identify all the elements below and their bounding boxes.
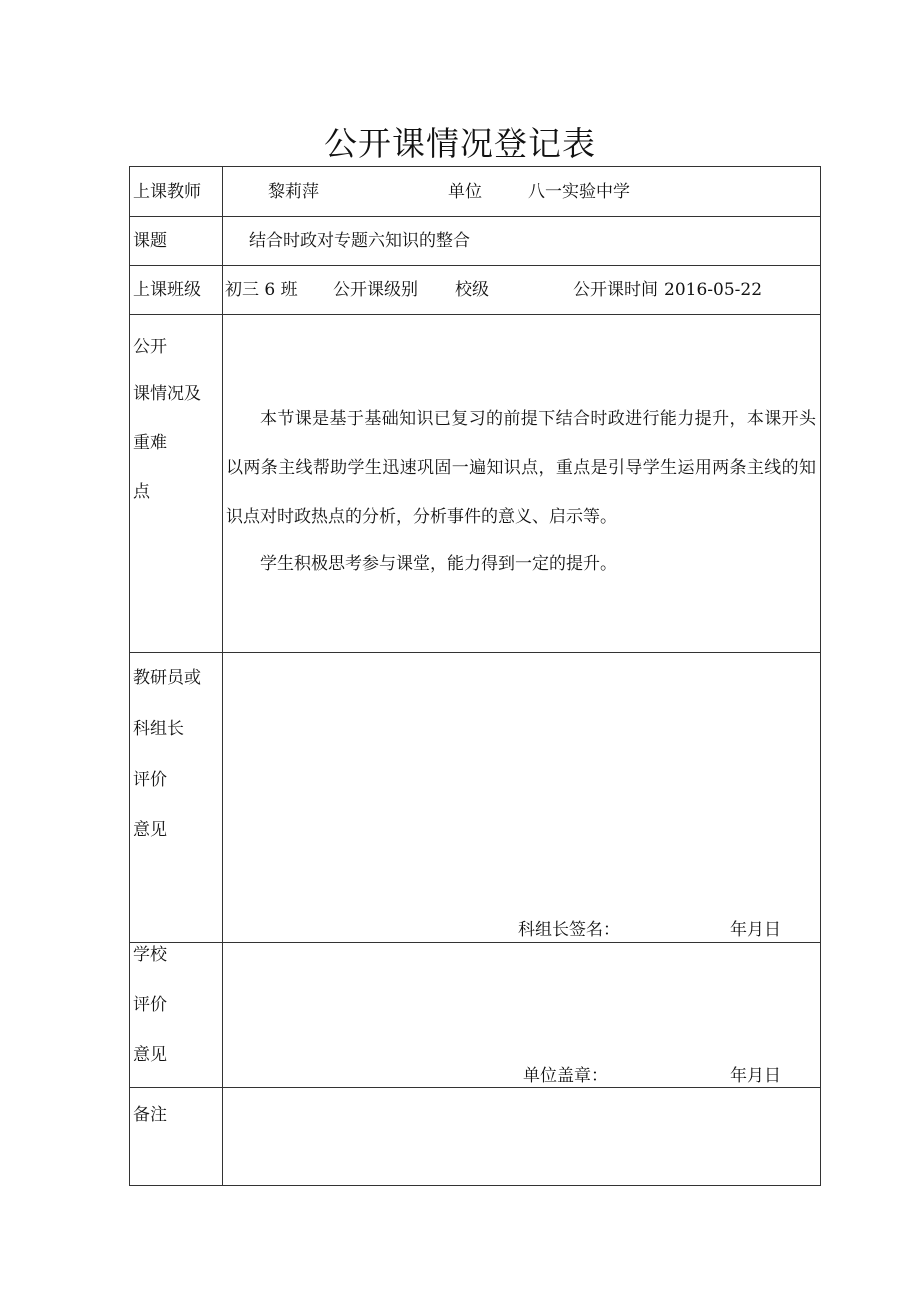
column-divider <box>222 167 223 1185</box>
situation-label-line: 点 <box>133 482 150 502</box>
level-label: 公开课级别 <box>333 280 418 300</box>
level-value: 校级 <box>455 280 489 300</box>
research-date-label: 年月日 <box>730 920 781 940</box>
situation-label-line: 重难 <box>133 433 167 453</box>
row-divider <box>130 942 820 943</box>
research-label-line: 科组长 <box>133 719 184 739</box>
unit-label: 单位 <box>448 182 482 202</box>
research-label-line: 评价 <box>133 770 167 790</box>
time-value: 2016-05-22 <box>664 280 763 300</box>
research-label-line: 意见 <box>133 820 167 840</box>
row-divider <box>130 216 820 217</box>
situation-label-line: 公开 <box>133 337 167 357</box>
situation-label-line: 课情况及 <box>133 384 201 404</box>
unit-seal-label: 单位盖章： <box>523 1066 608 1086</box>
leader-signature-label: 科组长签名： <box>518 920 620 940</box>
time-label: 公开课时间 <box>573 280 658 300</box>
situation-paragraph-1: 本节课是基于基础知识已复习的前提下结合时政进行能力提升，本课开头以两条主线帮助学生迅速巩固一遍知识点，重点是引导学生运用两条主线的知识点对时政热点的分析，分析事件的意义、启示等。 <box>226 409 816 527</box>
class-name: 初三 6 班 <box>225 280 298 300</box>
class-label: 上课班级 <box>133 280 201 300</box>
unit-value: 八一实验中学 <box>528 182 630 202</box>
school-label-line: 评价 <box>133 995 167 1015</box>
school-label-line: 学校 <box>133 945 167 965</box>
school-label-line: 意见 <box>133 1045 167 1065</box>
page-title: 公开课情况登记表 <box>324 124 596 163</box>
registration-table <box>129 166 821 1186</box>
row-divider <box>130 265 820 266</box>
research-label-line: 教研员或 <box>133 668 201 688</box>
topic-label: 课题 <box>133 231 167 251</box>
row-divider <box>130 1087 820 1088</box>
situation-paragraph-2: 学生积极思考参与课堂，能力得到一定的提升。 <box>260 554 617 574</box>
teacher-label: 上课教师 <box>133 182 201 202</box>
remark-label: 备注 <box>133 1105 167 1125</box>
row-divider <box>130 314 820 315</box>
row-divider <box>130 652 820 653</box>
teacher-name: 黎莉萍 <box>268 182 319 202</box>
school-date-label: 年月日 <box>730 1066 781 1086</box>
topic-value: 结合时政对专题六知识的整合 <box>249 231 470 251</box>
